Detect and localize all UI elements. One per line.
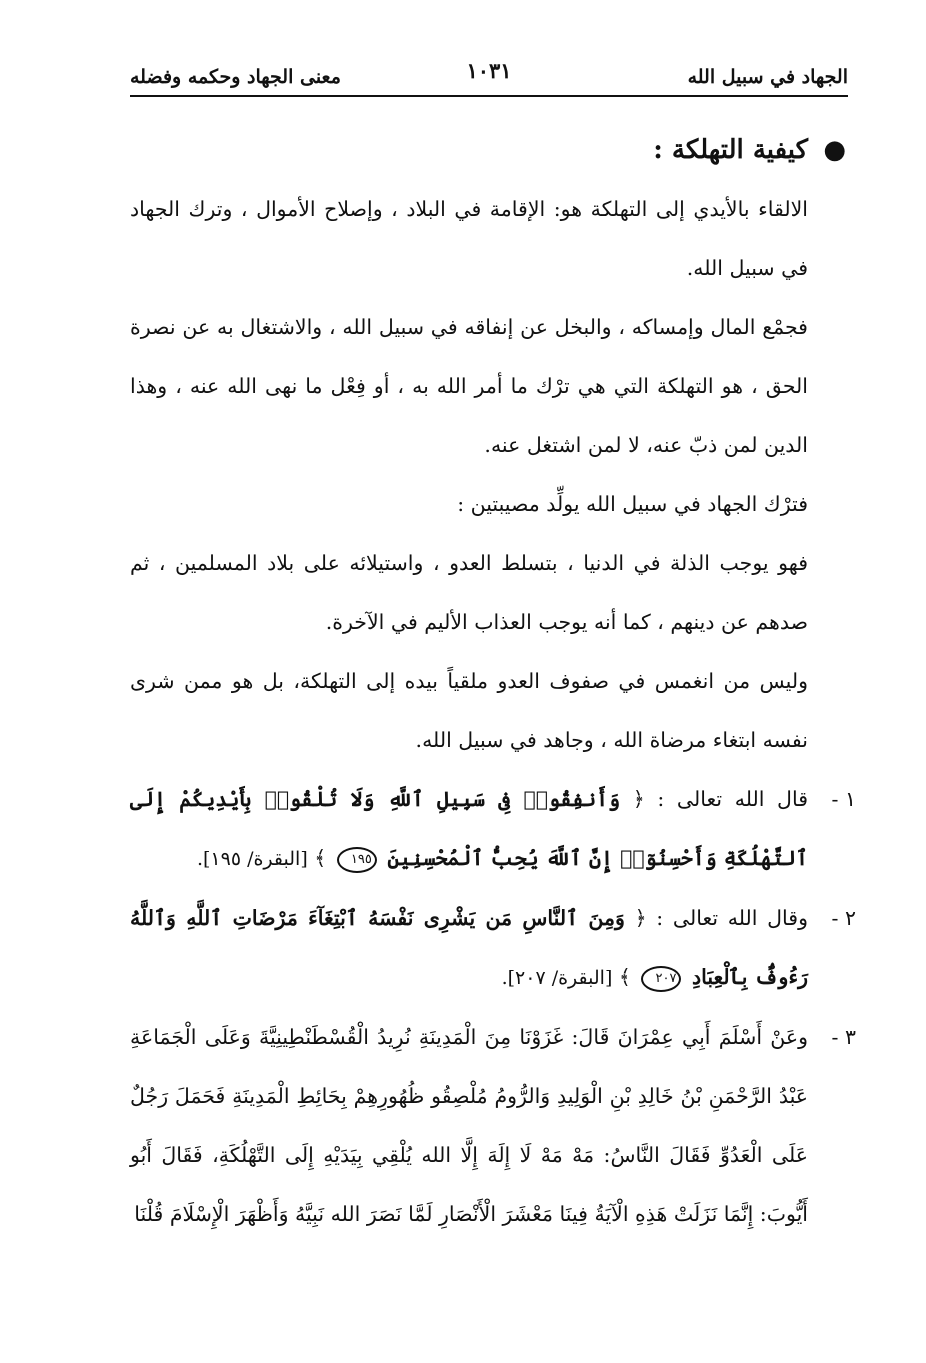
quran-verse: وَأَنفِقُوا۟ فِى سَبِيلِ ٱللَّهِ وَلَا تُلْقُوا۟ بِأَيْدِيكُمْ إِلَى ٱلتَّهْلُكَةِ وَأَحْسِنُوٓا۟ إِنَّ ٱللَّهَ يُحِبُّ ٱلْمُحْسِنِينَ	[130, 787, 808, 870]
bullet-icon: ●	[823, 135, 846, 165]
paragraph: فترْك الجهاد في سبيل الله يولِّد مصيبتين :	[457, 492, 808, 516]
item-intro: وقال الله تعالى : ﴿	[634, 906, 808, 930]
section-heading	[130, 130, 846, 170]
book-title: الجهاد في سبيل الله	[687, 66, 848, 88]
item-number: ٣ -	[831, 1025, 856, 1049]
page-body	[130, 130, 856, 1244]
verse-close: ﴾	[618, 965, 631, 989]
page-header	[130, 56, 848, 96]
header-rule	[130, 95, 848, 97]
ayah-number-marker: ١٩٥	[337, 847, 377, 873]
paragraph: وليس من انغمس في صفوف العدو ملقياً بيده إلى التهلكة، بل هو ممن شرى نفسه ابتغاء مرضاة الله ، وجاهد في سبيل الله.	[130, 669, 808, 752]
paragraph: الالقاء بالأيدي إلى التهلكة هو: الإقامة في البلاد ، وإصلاح الأموال ، وترك الجهاد في سبيل الله.	[130, 197, 808, 280]
verse-close: ﴾	[314, 846, 327, 870]
hadith-text: وعَنْ أَسْلَمَ أَبِي عِمْرَانَ قَالَ: غَزَوْنَا مِنَ الْمَدِينَةِ نُرِيدُ الْقُسْطَنْطِينِيَّةَ وَعَلَى الْجَمَاعَةِ عَبْدُ الرَّحْمَنِ بْنُ خَالِدِ بْنِ الْوَلِيدِ وَالرُّومُ مُلْصِقُو ظُهُورِهِمْ بِحَائِطِ الْمَدِينَةِ فَحَمَلَ رَجُلٌ عَلَى الْعَدُوِّ فَقَالَ النَّاسُ: مَهْ مَهْ لَا إِلَهَ إِلَّا الله يُلْقِي بِيَدَيْهِ إِلَى التَّهْلُكَةِ، فَقَالَ أَبُو أَيُّوبَ: إِنَّمَا نَزَلَتْ هَذِهِ الْآيَةُ فِينَا مَعْشَرَ الْأَنْصَارِ لَمَّا نَصَرَ الله نَبِيَّهُ وَأَظْهَرَ الْإِسْلَامَ قُلْنَا	[130, 1025, 808, 1226]
evidence-item	[130, 770, 856, 889]
ayah-number-marker: ٢٠٧	[641, 966, 681, 992]
item-intro: قال الله تعالى : ﴿	[632, 787, 808, 811]
paragraph: فجمْع المال وإمساكه ، والبخل عن إنفاقه في سبيل الله ، والاشتغال به عن نصرة الحق ، هو التهلكة التي هي ترْك ما أمر الله به ، أو فِعْل ما نهى الله عنه ، وهذا الدين لمن ذبّ عنه، لا لمن اشتغل عنه.	[130, 315, 808, 457]
verse-reference: [البقرة/ ٢٠٧].	[501, 967, 613, 989]
paragraph: فهو يوجب الذلة في الدنيا ، بتسلط العدو ، واستيلائه على بلاد المسلمين ، ثم صدهم عن دينهم ، كما أنه يوجب العذاب الأليم في الآخرة.	[130, 551, 808, 634]
item-number: ١ -	[831, 787, 856, 811]
quran-verse: وَمِنَ ٱلنَّاسِ مَن يَشْرِى نَفْسَهُ ٱبْتِغَآءَ مَرْضَاتِ ٱللَّهِ وَٱللَّهُ رَءُوفٌۢ بِٱلْعِبَادِ	[130, 906, 808, 989]
section-heading-text: كيفية التهلكة :	[653, 135, 808, 165]
page-number: ١٠٣١	[466, 58, 512, 83]
evidence-item	[130, 1008, 856, 1244]
verse-reference: [البقرة/ ١٩٥].	[196, 848, 308, 870]
item-number: ٢ -	[831, 906, 856, 930]
evidence-item	[130, 889, 856, 1008]
chapter-title: معنى الجهاد وحكمه وفضله	[130, 66, 341, 88]
